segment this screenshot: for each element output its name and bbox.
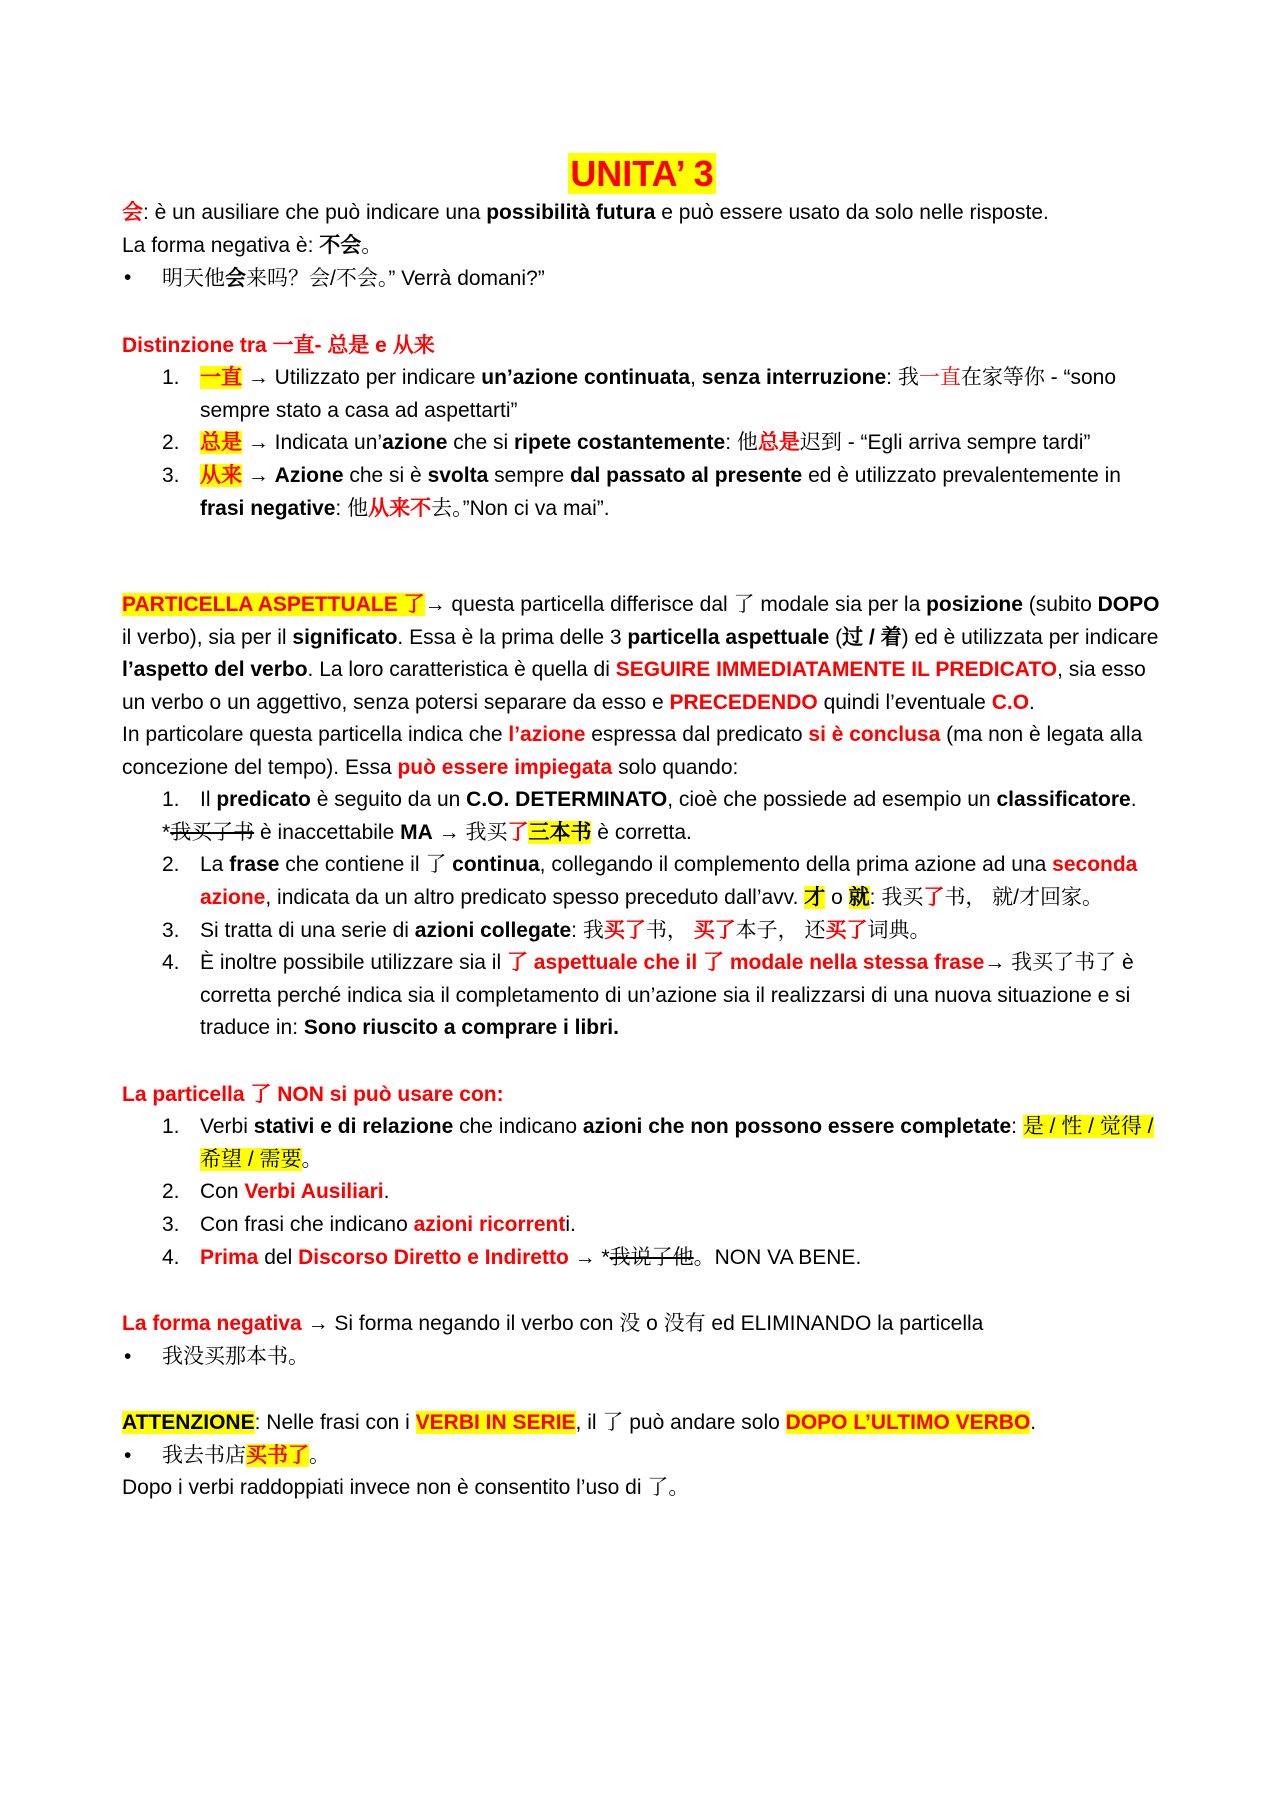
section-heading-non-usare: La particella 了 NON si può usare con: [122, 1082, 504, 1106]
particella-list-continued [122, 849, 1162, 1044]
list-item: 2. Con Verbi Ausiliari. [162, 1180, 390, 1204]
particella-list [122, 784, 1162, 817]
list-item: • 我去书店买书了。 [122, 1440, 1162, 1473]
list-item: • 我没买那本书。 [122, 1341, 1162, 1374]
section-heading-distinzione: Distinzione tra 一直- 总是 e 从来 [122, 333, 435, 357]
hui-examples [122, 262, 1162, 296]
hui-definition: 会: è un ausiliare che può indicare una possibilità futura e può essere usato da solo nelle risposte. [122, 201, 1049, 225]
forma-negativa-examples [122, 1341, 1162, 1374]
list-item: 1. Verbi stativi e di relazione che indicano azioni che non possono essere completate: 是 / 性 / 觉得 / 希望 / 需要。 [162, 1115, 1154, 1171]
page-title: UNITA’ 3 [570, 153, 714, 194]
document-content [122, 152, 1162, 1505]
list-item: 3. Con frasi che indicano azioni ricorrenti. [162, 1212, 576, 1236]
list-item: 2. La frase che contiene il 了 continua, collegando il complemento della prima azione ad una seconda azione, indicata da un altro predicato spesso preceduto dall’avv. 才 o 就: 我买了书， 就/才回家。 [162, 853, 1138, 910]
particella-star-example: *我买了书 è inaccettabile MA → 我买了三本书 è corretta. [162, 820, 692, 844]
list-item: 4. Prima del Discorso Diretto e Indiretto → *我说了他。NON VA BENE. [162, 1245, 862, 1269]
forma-negativa: La forma negativa → Si forma negando il verbo con 没 o 没有 ed ELIMINANDO la particella [122, 1312, 984, 1336]
raddoppiati-note: Dopo i verbi raddoppiati invece non è consentito l’uso di 了。 [122, 1476, 690, 1500]
list-item: 4. È inoltre possibile utilizzare sia il 了 aspettuale che il 了 modale nella stessa frase→ 我买了书了 è corretta perché indica sia il completamento di un’azione sia il realizzarsi di una nuova situazione e si traduce in: Sono riuscito a comprare i libri. [162, 951, 1134, 1040]
non-usare-list [122, 1111, 1162, 1274]
particella-intro: PARTICELLA ASPETTUALE 了→ questa particella differisce dal 了 modale sia per la posizione (subito DOPO il verbo), sia per il significato. Essa è la prima delle 3 particella aspettuale (过 / 着) ed è utilizzata per indicare l’aspetto del verbo. La loro caratteristica è quella di SEGUIRE IMMEDIATAMENTE IL PREDICATO, sia esso un verbo o un aggettivo, senza potersi separare da esso e PRECEDENDO quindi l’eventuale C.O. [122, 593, 1160, 714]
list-item: 3. 从来 → Azione che si è svolta sempre dal passato al presente ed è utilizzato prevalentemente in frasi negative: 他从来不去。”Non ci va mai”. [162, 464, 1121, 520]
list-item: 2. 总是 → Indicata un’azione che si ripete costantemente: 他总是迟到 - “Egli arriva sempre tardi” [162, 431, 1091, 455]
attenzione-examples [122, 1440, 1162, 1473]
distinzione-list [122, 362, 1162, 525]
attenzione-note: ATTENZIONE: Nelle frasi con i VERBI IN SERIE, il 了 può andare solo DOPO L’ULTIMO VERBO. [122, 1411, 1037, 1435]
list-item: • 明天他会来吗？会/不会。” Verrà domani?” [122, 262, 1162, 296]
list-item: 3. Si tratta di una serie di azioni collegate: 我买了书， 买了本子， 还买了词典。 [162, 918, 931, 942]
list-item: 1. Il predicato è seguito da un C.O. DETERMINATO, cioè che possiede ad esempio un classificatore. [162, 788, 1137, 812]
list-item: 1. 一直 → Utilizzato per indicare un’azione continuata, senza interruzione: 我一直在家等你 - “sono sempre stato a casa ad aspettarti” [162, 366, 1117, 422]
hui-negative: La forma negativa è: 不会。 [122, 233, 383, 257]
particella-detail: In particolare questa particella indica che l’azione espressa dal predicato si è conclusa (ma non è legata alla concezione del tempo). Essa può essere impiegata solo quando: [122, 723, 1143, 779]
